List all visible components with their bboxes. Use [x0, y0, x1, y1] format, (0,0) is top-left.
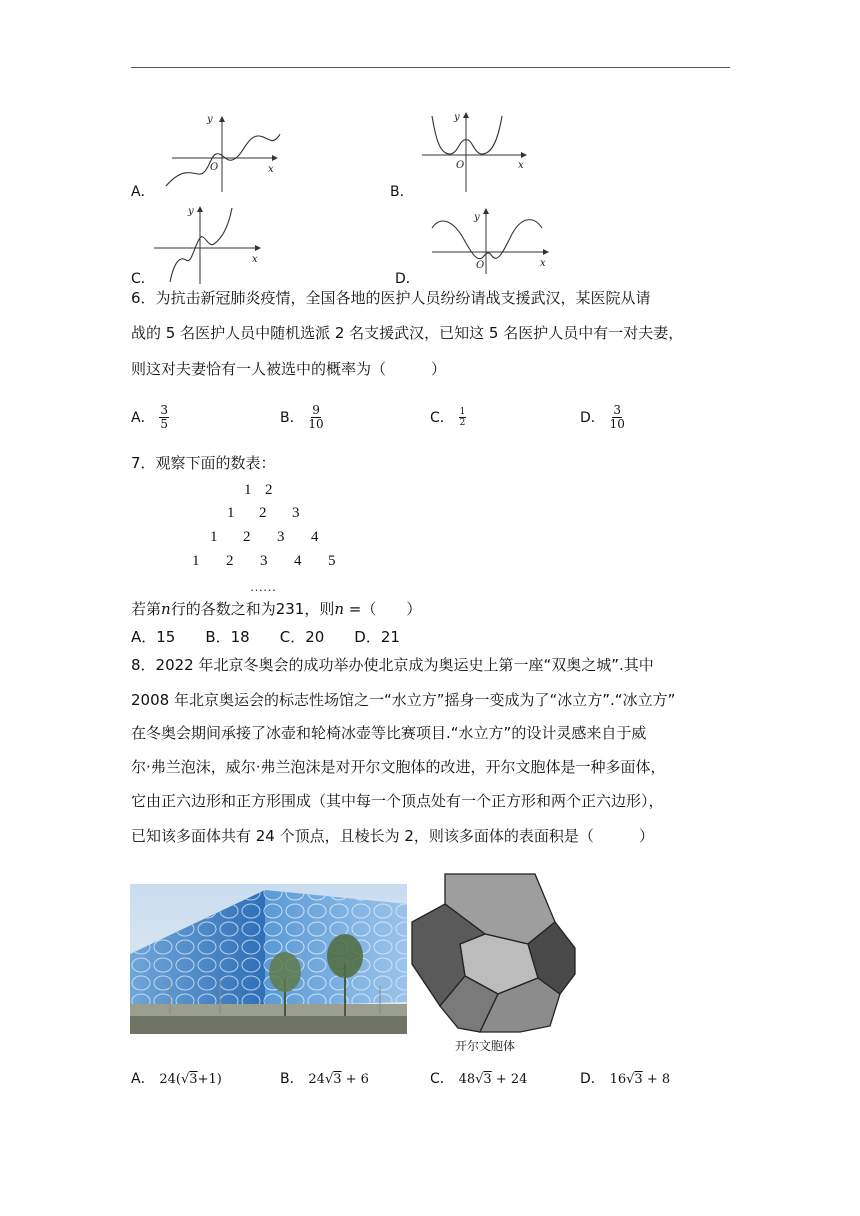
svg-text:x: x [268, 164, 274, 175]
q8-line-3: 在冬奥会期间承接了冰壶和轮椅冰壶等比赛项目.“水立方”的设计灵感来自于威 [131, 724, 647, 742]
q6-option-c-fraction: $\frac{1}{2}$ [459, 407, 466, 428]
q8-option-c-label: C． [430, 1071, 454, 1087]
triangle-cell: 1 [244, 482, 252, 498]
q8-option-b[interactable] [280, 1068, 369, 1088]
q8-option-d[interactable] [580, 1068, 670, 1088]
q6-option-d-label: D． [580, 410, 605, 426]
q8-option-b-expr: 24√3 + 6 [308, 1072, 369, 1087]
svg-text:O: O [210, 162, 219, 173]
graph-d-label: D． [395, 271, 420, 287]
q6-line-2: 战的 5 名医护人员中随机选派 2 名支援武汉，已知这 5 名医护人员中有一对夫妻， [131, 324, 684, 342]
q8-option-b-label: B． [280, 1071, 304, 1087]
triangle-cell: 1 [227, 505, 235, 521]
kelvin-cell-caption: 开尔文胞体 [455, 1039, 516, 1053]
triangle-cell: 1 [192, 553, 200, 569]
q8-line-5: 它由正六边形和正方形围成（其中每一个顶点处有一个正方形和两个正六边形）， [131, 792, 664, 810]
q6-option-a-label: A． [131, 410, 155, 426]
q8-option-d-label: D． [580, 1071, 605, 1087]
svg-text:x: x [518, 160, 524, 171]
svg-text:y: y [188, 206, 194, 217]
triangle-cell: 2 [226, 553, 234, 569]
svg-text:x: x [252, 254, 258, 265]
svg-text:O: O [476, 260, 485, 271]
q8-option-a-expr: 24(√3+1) [159, 1072, 222, 1087]
q6-option-d-fraction: $\frac{3}{10}$ [609, 403, 625, 431]
q6-option-b-fraction: $\frac{9}{10}$ [308, 403, 324, 431]
svg-text:y: y [474, 212, 480, 223]
q6-option-a[interactable] [131, 404, 169, 431]
q8-option-a-label: A． [131, 1071, 155, 1087]
graph-b-figure [418, 110, 533, 194]
triangle-cell: 5 [328, 553, 336, 569]
triangle-cell: 2 [243, 529, 251, 545]
svg-text:y: y [207, 114, 213, 125]
sqrt-icon: √ [626, 1072, 635, 1087]
header-rule [131, 67, 730, 68]
q6-option-b[interactable] [280, 404, 324, 431]
q8-option-d-expr: 16√3 + 8 [609, 1072, 671, 1087]
graph-a-label: A． [131, 184, 155, 200]
graph-c-label: C． [131, 271, 155, 287]
q6-option-c-label: C． [430, 410, 454, 426]
graph-d-figure [428, 206, 556, 276]
triangle-cell: 2 [265, 482, 273, 498]
triangle-cell: 4 [294, 553, 302, 569]
graph-c-figure [150, 202, 265, 286]
triangle-ellipsis: …… [250, 579, 276, 594]
kelvin-cell-figure [410, 866, 578, 1034]
q8-line-1: 8．2022 年北京冬奥会的成功举办使北京成为奥运史上第一座“双奥之城”.其中 [131, 656, 654, 674]
q6-option-c[interactable] [430, 407, 466, 428]
svg-text:y: y [454, 112, 460, 123]
water-cube-photo [130, 884, 407, 1034]
q6-line-3: 则这对夫妻恰有一人被选中的概率为（ ） [131, 360, 447, 378]
sqrt-icon: √ [475, 1072, 484, 1087]
q6-option-a-fraction: $\frac{3}{5}$ [160, 403, 168, 431]
sqrt-icon: √ [180, 1072, 190, 1087]
q6-option-d[interactable] [580, 404, 625, 431]
triangle-cell: 3 [292, 505, 300, 521]
triangle-cell: 2 [259, 505, 267, 521]
svg-text:O: O [456, 160, 465, 171]
sqrt-icon: √ [324, 1072, 334, 1087]
q7-condition: 若第n行的各数之和为231，则n =（ ） [131, 600, 422, 618]
q8-line-4: 尔·弗兰泡沫，威尔·弗兰泡沫是对开尔文胞体的改进，开尔文胞体是一种多面体， [131, 758, 666, 776]
graph-b-label: B． [390, 184, 414, 200]
triangle-cell: 1 [210, 529, 218, 545]
svg-text:x: x [540, 258, 546, 269]
q8-option-c-expr: 48√3 + 24 [458, 1072, 528, 1087]
q7-intro: 7．观察下面的数表： [131, 454, 276, 472]
q8-option-a[interactable] [131, 1068, 222, 1088]
triangle-cell: 3 [260, 553, 268, 569]
triangle-cell: 3 [277, 529, 285, 545]
q7-options[interactable]: A．15 B．18 C．20 D．21 [131, 628, 400, 646]
q8-option-c[interactable] [430, 1068, 527, 1088]
graph-a-figure [160, 112, 285, 194]
triangle-cell: 4 [311, 529, 319, 545]
q6-line-1: 6．为抗击新冠肺炎疫情，全国各地的医护人员纷纷请战支援武汉，某医院从请 [131, 289, 651, 307]
q8-line-6: 已知该多面体共有 24 个顶点，且棱长为 2，则该多面体的表面积是（ ） [131, 827, 654, 845]
q6-option-b-label: B． [280, 410, 304, 426]
q8-line-2: 2008 年北京奥运会的标志性场馆之一“水立方”摇身一变成为了“冰立方”.“冰立方” [131, 691, 676, 709]
